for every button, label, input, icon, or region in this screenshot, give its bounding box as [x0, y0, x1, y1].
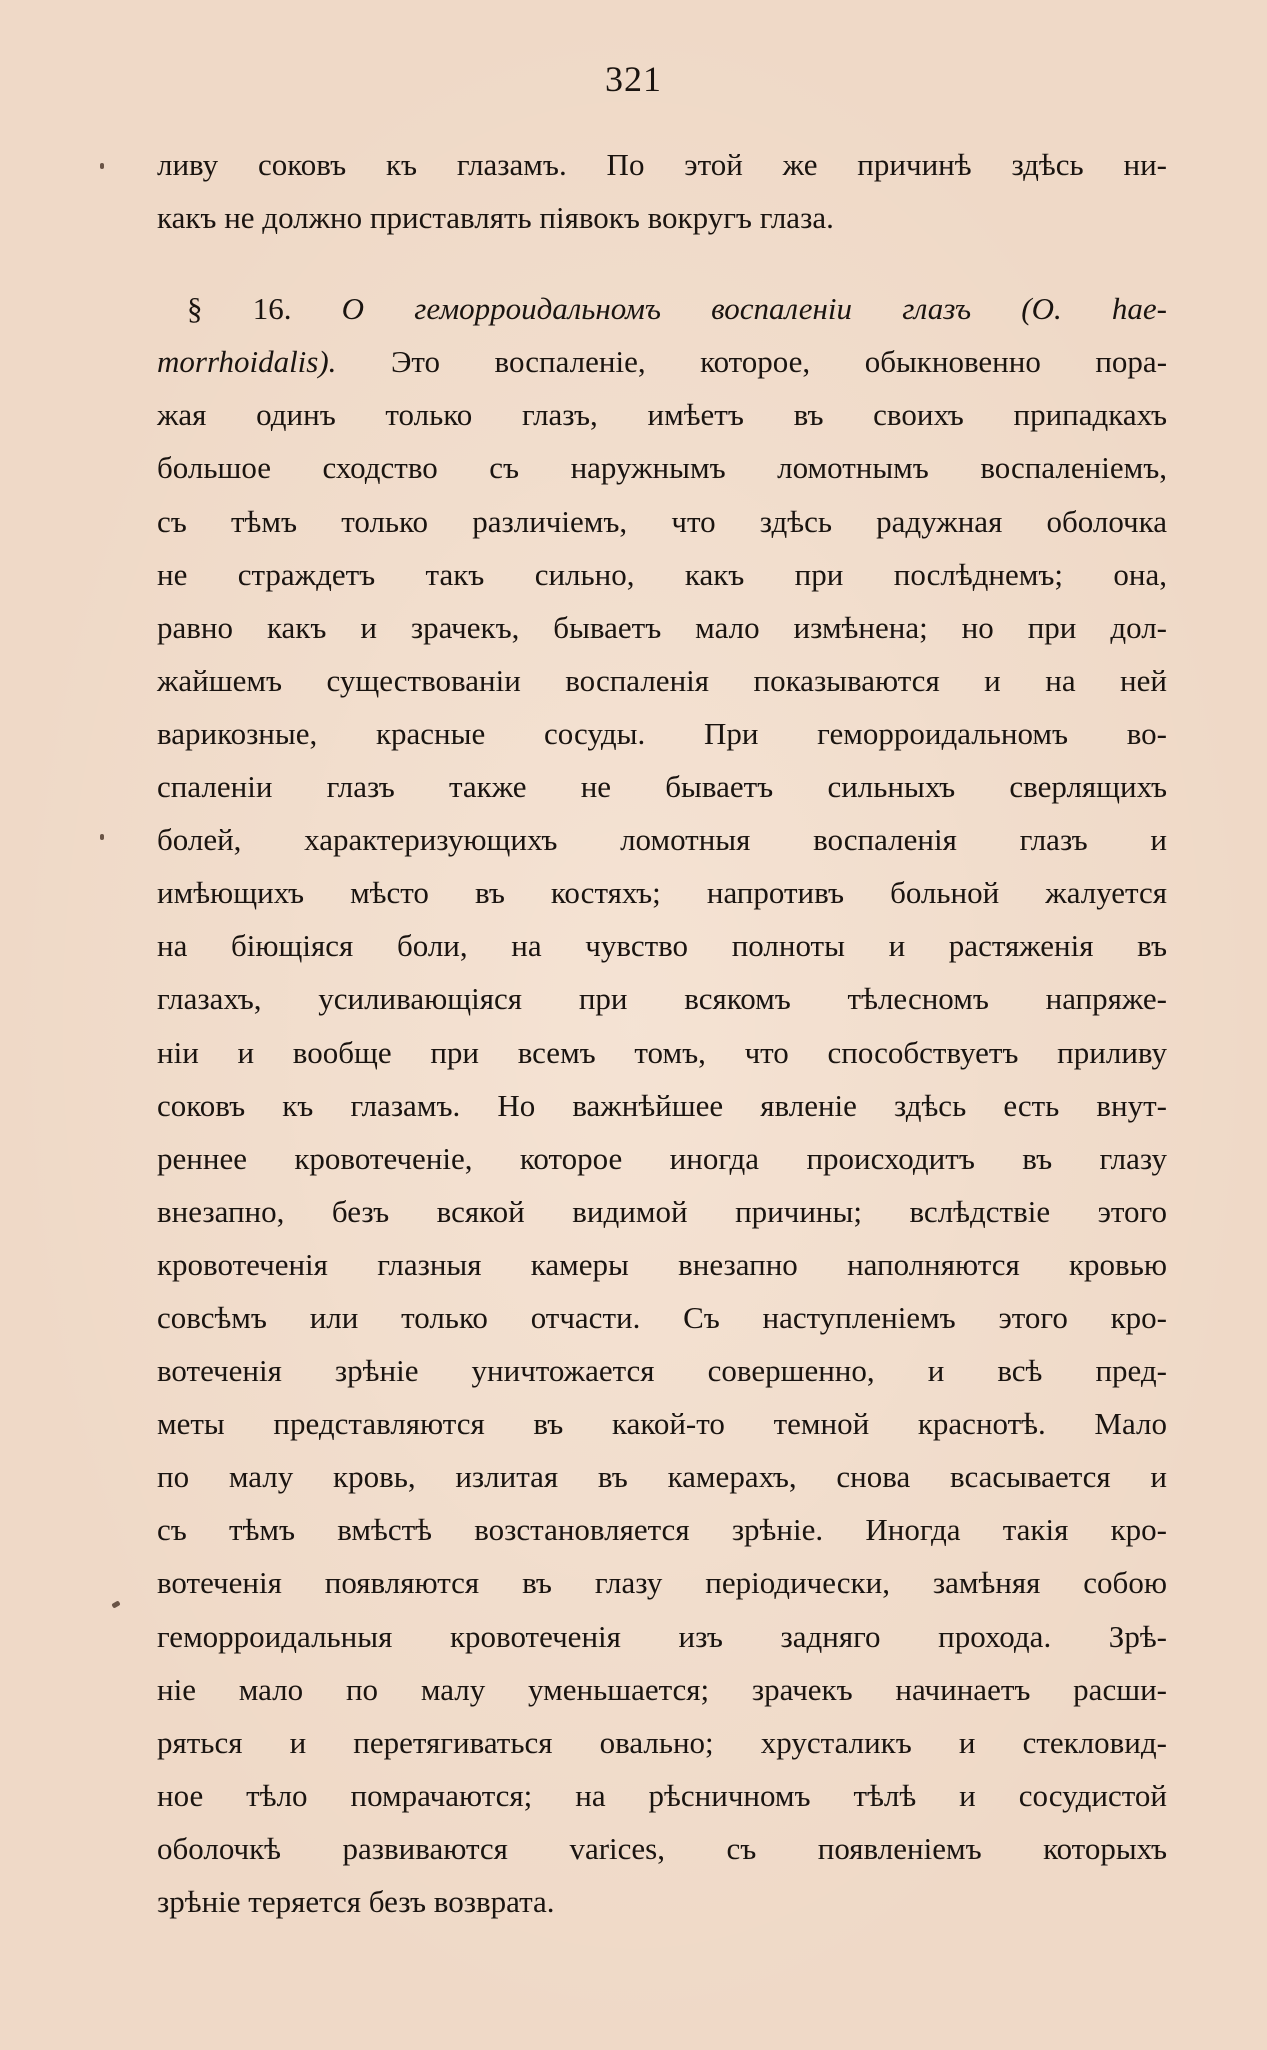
text-line: совсѣмъ или только отчасти. Съ наступленіемъ этого кро-: [157, 1299, 1167, 1335]
text-line: варикозные, красные сосуды. При геморроидальномъ во-: [157, 715, 1167, 751]
text-line: меты представляются въ какой-то темной краснотѣ. Мало: [157, 1406, 1167, 1442]
text-line: ніи и вообще при всемъ томъ, что способствуетъ приливу: [157, 1034, 1167, 1070]
text-line: оболочкѣ развиваются varices, съ появленіемъ которыхъ: [157, 1830, 1167, 1866]
text-line: какъ не должно приставлять піявокъ вокругъ глаза.: [157, 200, 834, 236]
text-line: жая одинъ только глазъ, имѣетъ въ своихъ припадкахъ: [157, 397, 1167, 433]
text-line: ное тѣло помрачаются; на рѣсничномъ тѣлѣ и сосудистой: [157, 1777, 1167, 1813]
latin-term: morrhoidalis).: [157, 344, 337, 380]
text-line: жайшемъ существованіи воспаленія показываются и на ней: [157, 662, 1167, 698]
text-line: большое сходство съ наружнымъ ломотнымъ воспаленіемъ,: [157, 450, 1167, 486]
text-line: имѣющихъ мѣсто въ костяхъ; напротивъ больной жалуется: [157, 875, 1167, 911]
section-heading-line: [157, 282, 1167, 335]
text-line: ливу соковъ къ глазамъ. По этой же причинѣ здѣсь ни-: [157, 147, 1167, 182]
text-line: на біющіяся боли, на чувство полноты и растяженія въ: [157, 928, 1167, 964]
section-number: § 16.: [187, 291, 292, 327]
body-text: [157, 138, 1167, 1928]
text-fragment: Это воспаленіе, которое, обыкновенно пора-: [390, 344, 1168, 380]
text-line: по малу кровь, излитая въ камерахъ, снова всасывается и: [157, 1459, 1167, 1495]
text-line: глазахъ, усиливающіяся при всякомъ тѣлесномъ напряже-: [157, 981, 1167, 1017]
page-number: 321: [605, 59, 662, 99]
text-line: соковъ къ глазамъ. Но важнѣйшее явленіе здѣсь есть внут-: [157, 1087, 1167, 1123]
text-line: [157, 335, 1167, 388]
section-title: О геморроидальномъ воспаленіи глазъ (O. hae-: [341, 291, 1168, 327]
text-line: болей, характеризующихъ ломотныя воспаленія глазъ и: [157, 822, 1167, 858]
text-line: вотеченія зрѣніе уничтожается совершенно, и всѣ пред-: [157, 1353, 1167, 1389]
text-line: вотеченія появляются въ глазу періодически, замѣняя собою: [157, 1565, 1167, 1601]
text-line: зрѣніе теряется безъ возврата.: [157, 1884, 555, 1919]
text-line: съ тѣмъ вмѣстѣ возстановляется зрѣніе. Иногда такія кро-: [157, 1512, 1167, 1548]
text-line: геморроидальныя кровотеченія изъ задняго прохода. Зрѣ-: [157, 1618, 1167, 1654]
text-line: съ тѣмъ только различіемъ, что здѣсь радужная оболочка: [157, 503, 1167, 539]
margin-mark: [100, 834, 104, 840]
margin-mark: [100, 163, 104, 169]
text-line: ряться и перетягиваться овально; хрусталикъ и стекловид-: [157, 1724, 1167, 1760]
text-line: внезапно, безъ всякой видимой причины; вслѣдствіе этого: [157, 1193, 1167, 1229]
text-line: не страждетъ такъ сильно, какъ при послѣднемъ; она,: [157, 556, 1167, 592]
text-line: кровотеченія глазныя камеры внезапно наполняются кровью: [157, 1246, 1167, 1282]
text-line: спаленіи глазъ также не бываетъ сильныхъ сверлящихъ: [157, 769, 1167, 805]
text-line: ніе мало по малу уменьшается; зрачекъ начинаетъ расши-: [157, 1671, 1167, 1707]
margin-mark: [111, 1600, 120, 1608]
text-line: реннее кровотеченіе, которое иногда происходитъ въ глазу: [157, 1140, 1167, 1176]
text-line: равно какъ и зрачекъ, бываетъ мало измѣнена; но при дол-: [157, 609, 1167, 645]
